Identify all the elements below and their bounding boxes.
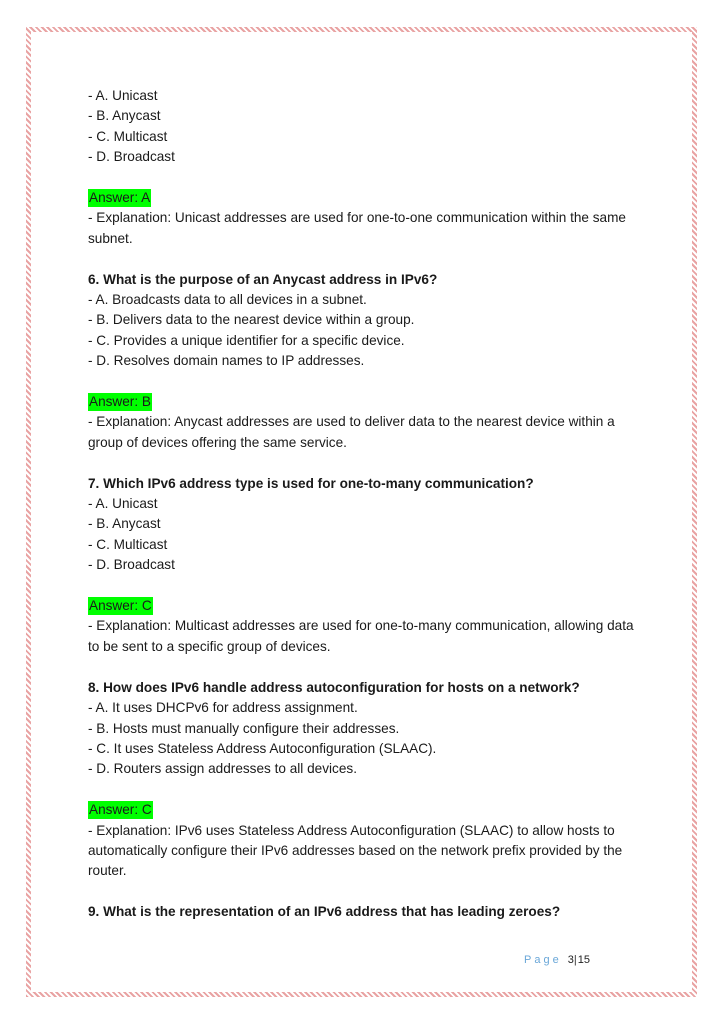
q7-question: 7. Which IPv6 address type is used for one-to-many communication? [88,475,534,491]
q6-question: 6. What is the purpose of an Anycast address in IPv6? [88,271,438,287]
page-number-footer [524,954,590,966]
q5-answer-highlight: Answer: A [89,190,151,206]
q6-option-d: - D. Resolves domain names to IP addresses. [88,353,365,369]
q8-explanation: - Explanation: IPv6 uses Stateless Address Autoconfiguration (SLAAC) to allow hosts to automatically configure their IPv6 addresses based on the network prefix provided by the router. [88,822,623,879]
current-page-number: 3 [567,954,574,966]
q8-question: 8. How does IPv6 handle address autoconfiguration for hosts on a network? [88,679,580,695]
q6-option-b: - B. Delivers data to the nearest device within a group. [88,312,415,328]
q6-answer-highlight: Answer: B [89,394,151,410]
q8-option-a: - A. It uses DHCPv6 for address assignment. [88,700,358,716]
q6-explanation: - Explanation: Anycast addresses are used to deliver data to the nearest device within a group of devices offering the same service. [88,414,615,450]
q7-answer-highlight: Answer: C [89,598,152,614]
q7-option-b: - B. Anycast [88,516,161,532]
q5-option-a: - A. Unicast [88,88,158,103]
q8-option-c: - C. It uses Stateless Address Autoconfiguration (SLAAC). [88,740,437,756]
q8-option-b: - B. Hosts must manually configure their addresses. [88,720,400,736]
q5-option-b: - B. Anycast [88,108,161,124]
page-label: Page [524,954,562,966]
q6-option-c: - C. Provides a unique identifier for a specific device. [88,332,405,348]
q8-answer-highlight: Answer: C [89,802,152,818]
q7-option-a: - A. Unicast [88,496,158,512]
q5-explanation: - Explanation: Unicast addresses are used for one-to-one communication within the same subnet. [88,210,626,246]
total-page-count: 15 [577,954,590,966]
q5-option-d: - D. Broadcast [88,149,175,165]
page-separator: | [573,954,578,966]
q7-option-d: - D. Broadcast [88,557,175,573]
q9-question: 9. What is the representation of an IPv6 address that has leading zeroes? [88,904,561,920]
q7-explanation: - Explanation: Multicast addresses are used for one-to-many communication, allowing data to be sent to a specific group of devices. [88,618,634,654]
q8-option-d: - D. Routers assign addresses to all devices. [88,761,357,777]
q7-option-c: - C. Multicast [88,536,168,552]
q5-option-c: - C. Multicast [88,128,168,144]
page-content [88,86,648,923]
q6-option-a: - A. Broadcasts data to all devices in a subnet. [88,292,367,308]
